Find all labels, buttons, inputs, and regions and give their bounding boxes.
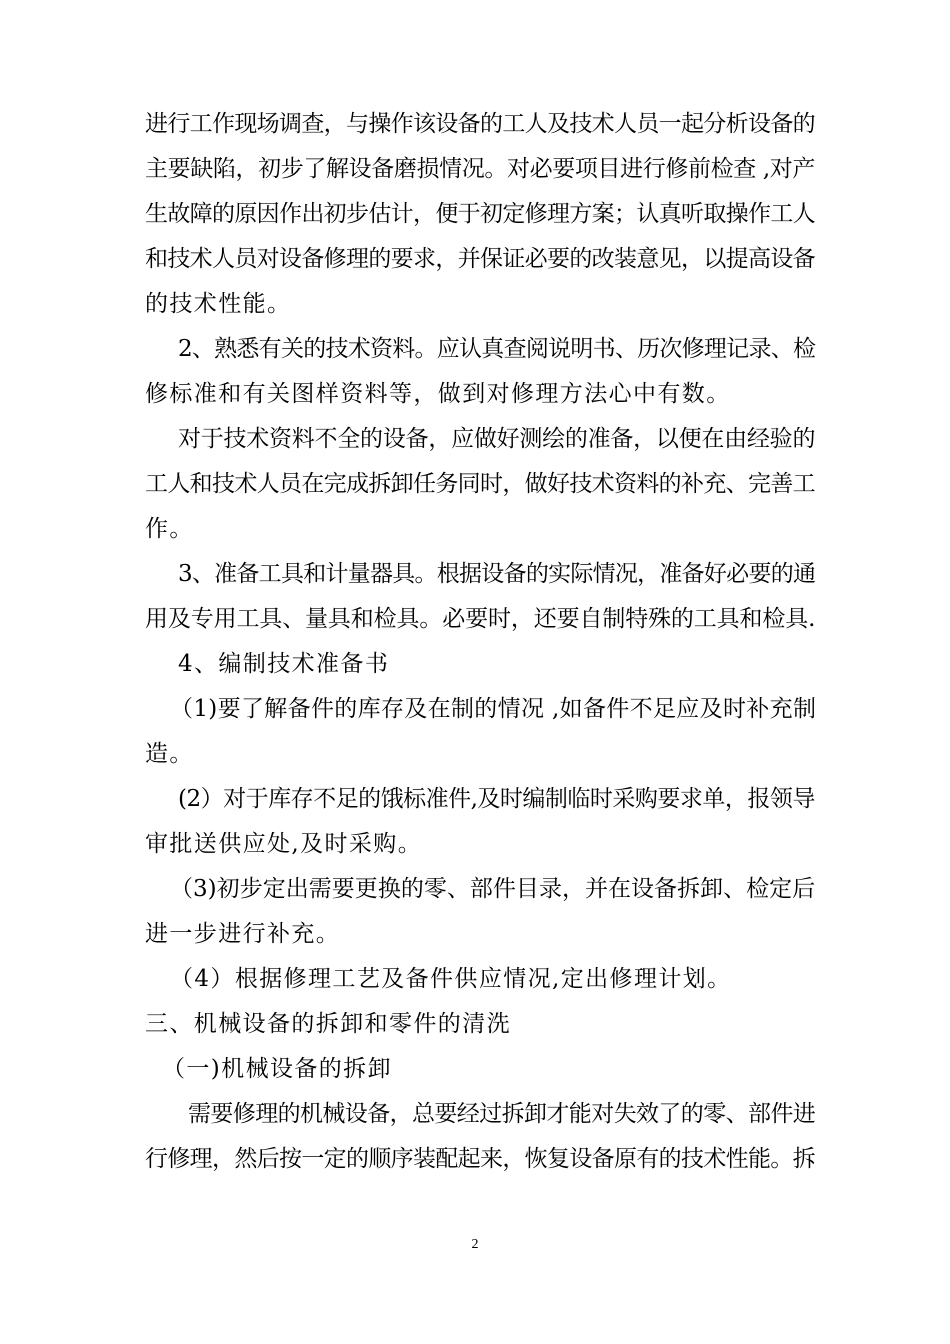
text-line: 3、准备工具和计量器具。根据设备的实际情况，准备好必要的通 bbox=[178, 561, 816, 587]
text-line: （1)要了解备件的库存及在制的情况 ,如备件不足应及时补充制 bbox=[170, 696, 817, 722]
text-line: （4）根据修理工艺及备件供应情况,定出修理计划。 bbox=[170, 966, 732, 992]
text-line: 需要修理的机械设备，总要经过拆卸才能对失效了的零、部件进 bbox=[188, 1101, 816, 1127]
text-line: 审批送供应处,及时采购。 bbox=[145, 831, 423, 857]
text-line: 对于技术资料不全的设备，应做好测绘的准备，以便在由经验的 bbox=[178, 426, 816, 452]
text-line: 2、熟悉有关的技术资料。应认真查阅说明书、历次修理记录、检 bbox=[178, 336, 816, 362]
text-line: 造。 bbox=[145, 741, 194, 767]
text-line: (2）对于库存不足的饿标准件,及时编制临时采购要求单，报领导 bbox=[178, 786, 815, 812]
text-line: 生故障的原因作出初步估计，便于初定修理方案；认真听取操作工人 bbox=[145, 201, 816, 227]
text-line: 修标准和有关图样资料等，做到对修理方法心中有数。 bbox=[145, 381, 731, 407]
page-number: 2 bbox=[471, 1237, 479, 1252]
text-line: 进一步进行补充。 bbox=[145, 921, 341, 947]
text-line: （3)初步定出需要更换的零、部件目录，并在设备拆卸、检定后 bbox=[170, 876, 816, 902]
text-line: 行修理，然后按一定的顺序装配起来，恢复设备原有的技术性能。拆 bbox=[145, 1146, 816, 1172]
subsection-heading: （一)机械设备的拆卸 bbox=[162, 1056, 392, 1082]
text-line: 和技术人员对设备修理的要求，并保证必要的改装意见，以提高设备 bbox=[145, 246, 816, 272]
text-line: 工人和技术人员在完成拆卸任务同时，做好技术资料的补充、完善工 bbox=[145, 471, 816, 497]
text-line: 主要缺陷，初步了解设备磨损情况。对必要项目进行修前检查 ,对产 bbox=[145, 156, 816, 182]
section-heading: 三、机械设备的拆卸和零件的清洗 bbox=[145, 1011, 511, 1037]
text-line: 进行工作现场调查，与操作该设备的工人及技术人员一起分析设备的 bbox=[145, 111, 816, 137]
text-line: 的技术性能。 bbox=[145, 291, 292, 317]
text-line: 用及专用工具、量具和检具。必要时，还要自制特殊的工具和检具. bbox=[145, 606, 816, 632]
text-line: 作。 bbox=[145, 516, 194, 542]
text-line: 4、编制技术准备书 bbox=[178, 651, 390, 677]
